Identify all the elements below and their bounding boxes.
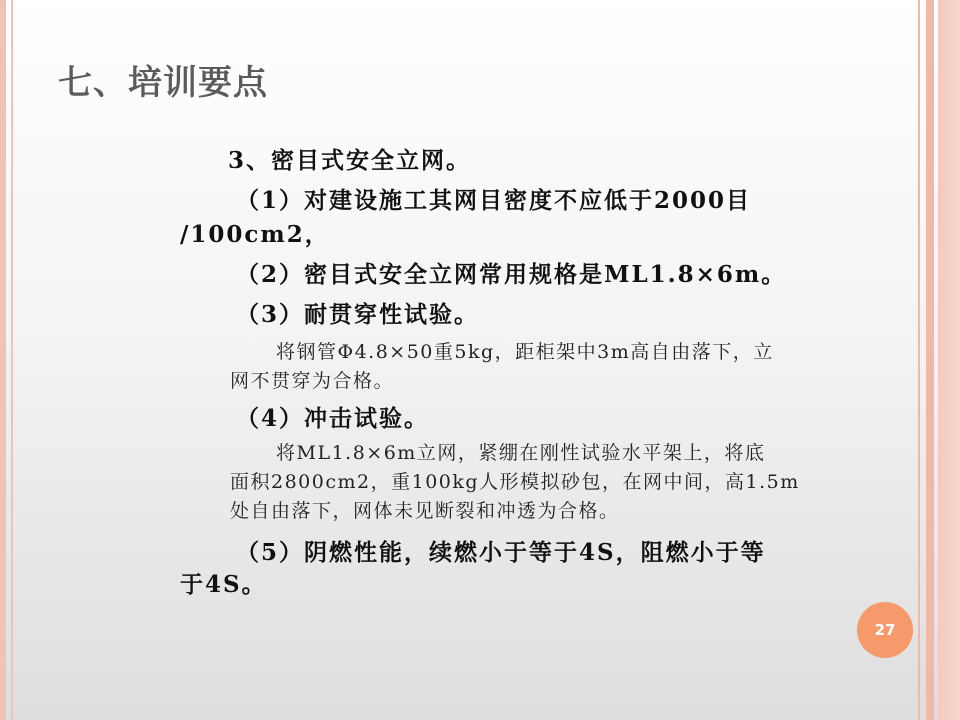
item-4-detail-line-1: 将ML1.8×6m立网，紧绷在刚性试验水平架上，将底: [276, 442, 766, 464]
item-1-line-1: （1）对建设施工其网目密度不应低于2000目: [236, 187, 752, 214]
item-3-detail-line-1: 将钢管Φ4.8×50重5kg，距柜架中3m高自由落下，立: [276, 341, 774, 363]
item-4-detail-line-3: 处自由落下，网体未见断裂和冲透为合格。: [230, 500, 620, 522]
section-heading: 3、密目式安全立网。: [228, 147, 472, 174]
item-5-line-1: （5）阴燃性能，续燃小于等于4S，阻燃小于等: [236, 539, 766, 566]
item-5-line-2: 于4S。: [180, 571, 267, 598]
item-4-detail-line-2: 面积2800cm2，重100kg人形模拟砂包，在网中间，高1.5m: [230, 471, 800, 493]
item-3-detail-line-2: 网不贯穿为合格。: [230, 370, 395, 392]
item-1-line-2: /100cm2，: [180, 221, 330, 248]
item-4-heading: （4）冲击试验。: [236, 405, 430, 432]
page-number-badge: 27: [857, 602, 913, 658]
item-3-heading: （3）耐贯穿性试验。: [236, 301, 480, 328]
item-2: （2）密目式安全立网常用规格是ML1.8×6m。: [236, 261, 787, 288]
slide-title: 七、培训要点: [58, 63, 268, 103]
